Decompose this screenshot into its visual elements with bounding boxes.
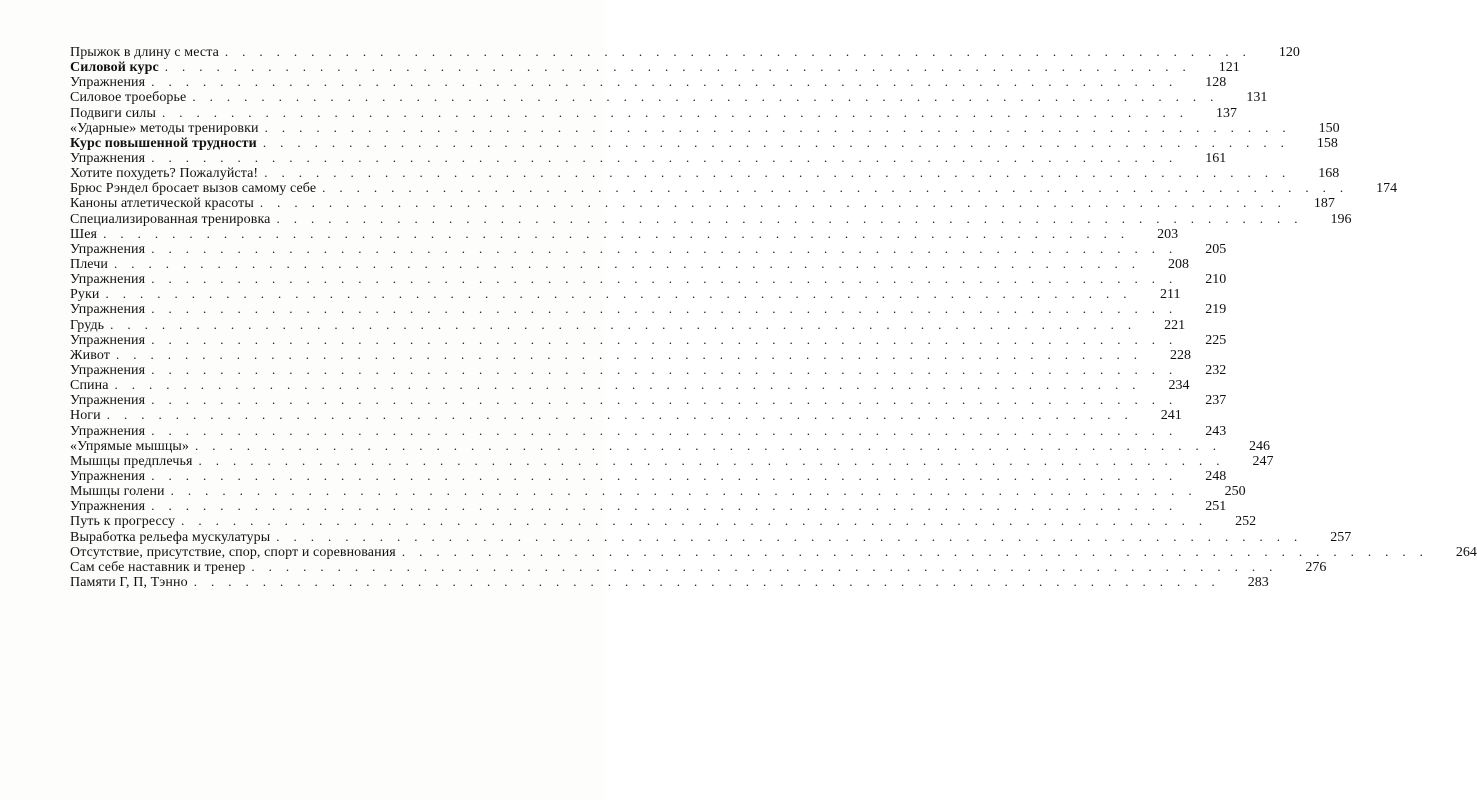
toc-entry-page-number: 228	[1169, 347, 1191, 363]
dot-leader: ............................................................	[115, 346, 1151, 362]
toc-entry-title: Сам себе наставник и тренер	[70, 559, 246, 575]
toc-entry	[70, 528, 1352, 545]
toc-entry-title: Упражнения	[70, 241, 146, 257]
dot-leader: ............................................................	[181, 513, 1217, 529]
toc-entry-page-number: 252	[1235, 514, 1257, 530]
dot-leader: ............................................................	[151, 392, 1187, 408]
toc-entry-page-number: 225	[1205, 332, 1227, 348]
toc-entry-title: Упражнения	[70, 393, 146, 409]
dot-leader: ............................................................	[193, 573, 1229, 589]
toc-entry-page-number: 121	[1218, 60, 1240, 76]
dot-leader: ............................................................	[151, 422, 1187, 438]
toc-entry	[70, 89, 1268, 106]
toc-entry-page-number: 210	[1205, 272, 1227, 288]
dot-leader: ............................................................	[114, 377, 1150, 393]
dot-leader: ............................................................	[151, 498, 1187, 514]
toc-entry-title: Упражнения	[70, 272, 146, 288]
toc-entry-title: Силовое троеборье	[70, 90, 187, 106]
toc-entry	[70, 467, 1227, 484]
toc-entry-page-number: 241	[1160, 408, 1182, 424]
toc-entry-title: Плечи	[70, 256, 108, 272]
toc-entry	[70, 165, 1340, 182]
toc-entry	[70, 271, 1227, 288]
toc-entry-page-number: 250	[1224, 484, 1246, 500]
toc-entry-page-number: 283	[1247, 574, 1269, 590]
toc-entry-title: Шея	[70, 226, 98, 242]
toc-entry-title: Каноны атлетической красоты	[70, 196, 254, 212]
toc-entry-page-number: 221	[1164, 317, 1186, 333]
toc-entry-page-number: 257	[1330, 529, 1352, 545]
dot-leader: ............................................................	[151, 467, 1187, 483]
toc-entry	[70, 361, 1227, 378]
dot-leader: ............................................................	[276, 210, 1312, 226]
dot-leader: ............................................................	[264, 119, 1300, 135]
toc-entry-title: Упражнения	[70, 75, 146, 91]
dot-leader: ............................................................	[103, 225, 1139, 241]
dot-leader: ............................................................	[151, 331, 1187, 347]
toc-entry	[70, 437, 1271, 454]
toc-entry-page-number: 219	[1205, 302, 1227, 318]
toc-entry	[70, 59, 1240, 76]
toc-entry-title: Спина	[70, 378, 109, 394]
dot-leader: ............................................................	[170, 483, 1206, 499]
toc-entry-title: Памяти Г, П, Тэнно	[70, 574, 188, 590]
dot-leader: ............................................................	[259, 195, 1295, 211]
toc-entry-page-number: 237	[1205, 393, 1227, 409]
toc-entry	[70, 543, 1477, 560]
toc-entry-page-number: 251	[1205, 499, 1227, 515]
toc-entry-page-number: 131	[1246, 90, 1268, 106]
toc-entry-title: Курс повышенной трудности	[70, 135, 257, 151]
toc-entry-title: Упражнения	[70, 499, 146, 515]
dot-leader: ............................................................	[110, 316, 1146, 332]
toc-entry-title: Упражнения	[70, 468, 146, 484]
toc-entry-page-number: 174	[1376, 181, 1398, 197]
dot-leader: ............................................................	[276, 528, 1312, 544]
toc-entry	[70, 377, 1190, 394]
toc-entry	[70, 407, 1182, 424]
dot-leader: ............................................................	[151, 301, 1187, 317]
dot-leader: ............................................................	[106, 407, 1142, 423]
dot-leader: ............................................................	[192, 89, 1228, 105]
toc-entry-page-number: 211	[1160, 287, 1181, 303]
toc-entry-title: Путь к прогрессу	[70, 514, 176, 530]
toc-entry	[70, 195, 1335, 212]
dot-leader: ............................................................	[151, 74, 1187, 90]
toc-entry-title: Специализированная тренировка	[70, 211, 271, 227]
toc-entry-page-number: 243	[1205, 423, 1227, 439]
toc-entry	[70, 210, 1352, 227]
toc-entry	[70, 225, 1179, 242]
toc-entry-page-number: 234	[1168, 378, 1190, 394]
toc-entry-title: Мышцы предплечья	[70, 453, 193, 469]
toc-entry-title: Ноги	[70, 408, 101, 424]
toc-entry-page-number: 264	[1455, 544, 1477, 560]
toc-entry	[70, 558, 1327, 575]
dot-leader: ............................................................	[164, 59, 1200, 75]
dot-leader: ............................................................	[151, 240, 1187, 256]
toc-entry	[70, 483, 1246, 500]
toc-entry-page-number: 232	[1205, 362, 1227, 378]
dot-leader: ............................................................	[195, 437, 1231, 453]
toc-entry	[70, 119, 1340, 136]
toc-entry	[70, 452, 1274, 469]
toc-entry-page-number: 196	[1330, 211, 1352, 227]
toc-entry	[70, 286, 1181, 303]
toc-entry	[70, 255, 1189, 272]
toc-entry-page-number: 248	[1205, 468, 1227, 484]
toc-entry	[70, 513, 1257, 530]
toc-entry-page-number: 208	[1168, 256, 1189, 272]
dot-leader: ............................................................	[151, 361, 1187, 377]
dot-leader: ............................................................	[151, 271, 1187, 287]
toc-entry-page-number: 168	[1318, 166, 1340, 182]
toc-entry	[70, 392, 1227, 409]
dot-leader: ............................................................	[198, 452, 1234, 468]
toc-entry-title: Мышцы голени	[70, 484, 165, 500]
toc-entry	[70, 346, 1191, 363]
dot-leader: ............................................................	[105, 286, 1141, 302]
toc-entry	[70, 104, 1237, 121]
toc-entry-title: «Упрямые мышцы»	[70, 438, 190, 454]
toc-entry-title: «Ударные» методы тренировки	[70, 120, 259, 136]
toc-entry-page-number: 276	[1305, 559, 1327, 575]
toc-entry-title: Выработка рельефа мускулатуры	[70, 529, 271, 545]
toc-entry-title: Упражнения	[70, 332, 146, 348]
toc-entry-title: Упражнения	[70, 302, 146, 318]
toc-entry	[70, 331, 1227, 348]
toc-entry-page-number: 137	[1215, 105, 1237, 121]
toc-entry-page-number: 158	[1316, 135, 1338, 151]
toc-entry-page-number: 247	[1252, 453, 1274, 469]
toc-entry-title: Упражнения	[70, 150, 146, 166]
toc-entry	[70, 301, 1227, 318]
toc-entry	[70, 134, 1338, 151]
dot-leader: ............................................................	[262, 134, 1298, 150]
toc-entry	[70, 149, 1227, 166]
toc-entry	[70, 422, 1227, 439]
toc-entry-title: Брюс Рэндел бросает вызов самому себе	[70, 181, 317, 197]
toc-entry	[70, 74, 1227, 91]
dot-leader: ............................................................	[224, 44, 1260, 59]
toc-entry	[70, 573, 1269, 590]
toc-entry-title: Живот	[70, 347, 110, 363]
toc-entry-title: Силовой курс	[70, 60, 159, 76]
toc-entry-page-number: 246	[1249, 438, 1271, 454]
toc-entry-page-number: 128	[1205, 75, 1227, 91]
toc-entry-page-number: 205	[1205, 241, 1227, 257]
toc-entry-title: Прыжок в длину с места	[70, 45, 219, 60]
toc-entry-page-number: 161	[1205, 150, 1227, 166]
table-of-contents	[70, 44, 1477, 590]
toc-entry	[70, 316, 1186, 333]
toc-entry	[70, 44, 1300, 60]
toc-entry-title: Руки	[70, 287, 100, 303]
toc-entry-title: Подвиги силы	[70, 105, 156, 121]
toc-entry-title: Упражнения	[70, 362, 146, 378]
toc-entry-page-number: 150	[1318, 120, 1340, 136]
toc-entry-title: Упражнения	[70, 423, 146, 439]
dot-leader: ............................................................	[322, 180, 1358, 196]
toc-entry	[70, 498, 1227, 515]
dot-leader: ............................................................	[251, 558, 1287, 574]
dot-leader: ............................................................	[151, 149, 1187, 165]
toc-entry-title: Грудь	[70, 317, 105, 333]
toc-entry-page-number: 203	[1157, 226, 1179, 242]
toc-entry	[70, 180, 1398, 197]
toc-entry-page-number: 187	[1313, 196, 1335, 212]
toc-entry	[70, 240, 1227, 257]
toc-entry-page-number: 120	[1278, 45, 1300, 60]
dot-leader: ............................................................	[401, 543, 1437, 559]
dot-leader: ............................................................	[161, 104, 1197, 120]
toc-entry-title: Отсутствие, присутствие, спор, спорт и соревнования	[70, 544, 396, 560]
dot-leader: ............................................................	[114, 255, 1149, 271]
toc-entry-title: Хотите похудеть? Пожалуйста!	[70, 166, 259, 182]
dot-leader: ............................................................	[264, 165, 1300, 181]
